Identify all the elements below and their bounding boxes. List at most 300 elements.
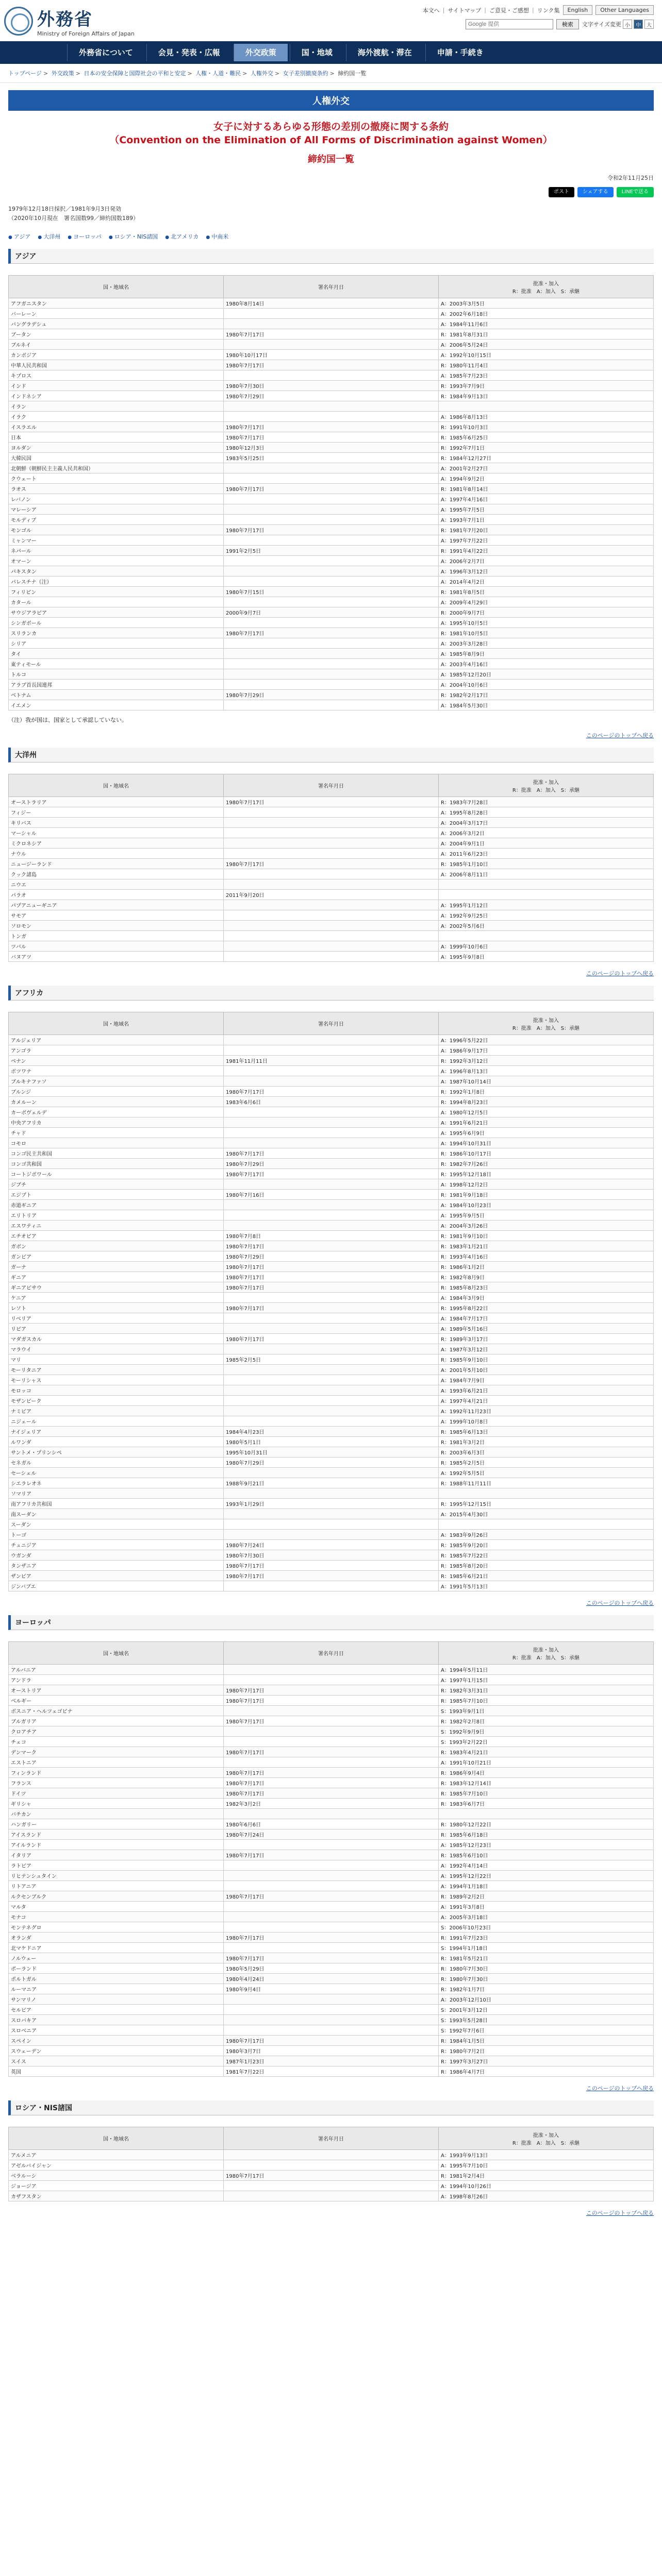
table-row	[9, 1385, 654, 1396]
sign-date-cell: 1980年7月17日	[224, 525, 439, 535]
table-row	[9, 807, 654, 818]
country-cell: ブータン	[9, 329, 224, 340]
sign-date-cell	[224, 1530, 439, 1540]
sign-date-cell: 1980年7月17日	[224, 1169, 439, 1179]
adoption-line: 1979年12月18日採択／1981年9月3日発効	[8, 206, 121, 212]
region-heading: ヨーロッパ	[8, 1615, 654, 1630]
country-cell: チェコ	[9, 1737, 224, 1747]
table-row	[9, 1871, 654, 1881]
sign-date-cell	[224, 1871, 439, 1881]
table-row	[9, 2056, 654, 2066]
country-cell: エチオピア	[9, 1231, 224, 1241]
country-cell: フィリピン	[9, 587, 224, 597]
table-row	[9, 1550, 654, 1561]
ratify-cell: R：1981年5月21日	[439, 1953, 654, 1963]
table-row	[9, 628, 654, 638]
country-cell: ニウエ	[9, 879, 224, 890]
nav-procedures[interactable]: 申請・手続き	[425, 44, 495, 61]
sign-date-cell: 1985年2月5日	[224, 1354, 439, 1365]
anchor-link[interactable]: ● アジア	[8, 232, 30, 241]
font-size-small[interactable]: 小	[623, 20, 632, 29]
table-row	[9, 1809, 654, 1819]
sign-date-cell	[224, 494, 439, 504]
sign-date-cell	[224, 618, 439, 628]
table-row	[9, 1540, 654, 1550]
ratify-cell: R：1983年12月14日	[439, 1778, 654, 1788]
nav-about[interactable]: 外務省について	[67, 44, 144, 61]
table-row	[9, 1375, 654, 1385]
table-row	[9, 1488, 654, 1499]
table-row	[9, 2181, 654, 2191]
country-cell: サモア	[9, 910, 224, 921]
sign-date-cell: 1980年8月14日	[224, 298, 439, 309]
util-link[interactable]: リンク集	[537, 7, 560, 14]
table-row	[9, 1840, 654, 1850]
section-title: 人権外交	[8, 90, 654, 111]
table-row	[9, 1231, 654, 1241]
country-cell: ブルガリア	[9, 1716, 224, 1726]
sign-date-cell	[224, 2025, 439, 2036]
table-row	[9, 1148, 654, 1159]
sign-date-cell	[224, 1881, 439, 1891]
util-link[interactable]: ご意見・ご感想	[489, 7, 529, 14]
table-row	[9, 1262, 654, 1272]
country-cell: コートジボワール	[9, 1169, 224, 1179]
country-cell: スウェーデン	[9, 2046, 224, 2056]
sign-date-cell: 1988年9月21日	[224, 1478, 439, 1488]
breadcrumb-link[interactable]: トップページ	[8, 70, 42, 77]
country-cell: パレスチナ（注）	[9, 577, 224, 587]
table-row	[9, 1365, 654, 1375]
country-cell: 赤道ギニア	[9, 1200, 224, 1210]
country-cell: ルワンダ	[9, 1437, 224, 1447]
table-row	[9, 1179, 654, 1190]
ratify-cell: A：2015年4月30日	[439, 1509, 654, 1519]
back-to-top-link[interactable]: このページのトップへ戻る	[586, 1600, 654, 1606]
table-row	[9, 900, 654, 910]
sign-date-cell	[224, 2181, 439, 2191]
ratify-cell	[439, 890, 654, 900]
parties-table	[8, 275, 654, 710]
ratify-cell: A：1995年12月22日	[439, 1871, 654, 1881]
country-cell: シエラレオネ	[9, 1478, 224, 1488]
table-row	[9, 370, 654, 381]
ratify-cell: A：1997年4月16日	[439, 494, 654, 504]
country-cell: オーストリア	[9, 1685, 224, 1696]
ratify-cell: A：2001年2月27日	[439, 463, 654, 473]
sign-date-cell	[224, 879, 439, 890]
country-cell: ギニアビサウ	[9, 1282, 224, 1293]
anchor-link[interactable]: ● 北アメリカ	[165, 232, 198, 241]
country-cell: アイルランド	[9, 1840, 224, 1850]
back-to-top-link[interactable]: このページのトップへ戻る	[586, 970, 654, 977]
country-cell: カーボヴェルデ	[9, 1107, 224, 1117]
table-row	[9, 941, 654, 952]
table-row	[9, 797, 654, 807]
country-cell: モザンビーク	[9, 1396, 224, 1406]
table-row	[9, 680, 654, 690]
table-row	[9, 1799, 654, 1809]
sign-date-cell	[224, 566, 439, 577]
sign-date-cell	[224, 1128, 439, 1138]
breadcrumb-current: 締約国一覧	[338, 70, 367, 77]
anchor-link[interactable]: ● ヨーロッパ	[68, 232, 102, 241]
search-button[interactable]: 検索	[556, 19, 579, 29]
search-input[interactable]	[466, 19, 553, 29]
country-cell: ラトビア	[9, 1860, 224, 1871]
sign-date-cell	[224, 1200, 439, 1210]
country-cell: セーシェル	[9, 1468, 224, 1478]
ratify-cell: R：1984年12月27日	[439, 453, 654, 463]
country-cell: トーゴ	[9, 1530, 224, 1540]
sign-date-cell: 1980年5月29日	[224, 1963, 439, 1974]
ratify-cell: A：1991年5月13日	[439, 1581, 654, 1591]
ratify-cell: A：1987年10月14日	[439, 1076, 654, 1087]
sign-date-cell: 1980年7月17日	[224, 2036, 439, 2046]
country-cell: パラオ	[9, 890, 224, 900]
ratify-cell: A：1985年7月23日	[439, 370, 654, 381]
facebook-share-button[interactable]: シェアする	[577, 187, 614, 197]
ratify-cell: A：1991年6月21日	[439, 1117, 654, 1128]
sign-date-cell: 1980年7月17日	[224, 1933, 439, 1943]
title-line-2: （Convention on the Elimination of All Forms of Discrimination against Women）	[109, 134, 553, 146]
ratify-cell: R：1993年7月9日	[439, 381, 654, 391]
page-title	[0, 120, 662, 147]
table-row	[9, 1850, 654, 1860]
sign-date-cell	[224, 1324, 439, 1334]
sign-date-cell	[224, 1344, 439, 1354]
country-cell: ナミビア	[9, 1406, 224, 1416]
ratify-cell: R：1986年10月17日	[439, 1148, 654, 1159]
col-country: 国・地域名	[9, 1012, 224, 1035]
logo-ja: 外務省	[37, 9, 93, 30]
table-row	[9, 659, 654, 669]
ratify-cell: R：1983年1月21日	[439, 1241, 654, 1251]
sign-date-cell: 1980年3月7日	[224, 2046, 439, 2056]
country-cell: スーダン	[9, 1519, 224, 1530]
util-link[interactable]: サイトマップ	[448, 7, 482, 14]
breadcrumb-link[interactable]: 外交政策	[51, 70, 74, 77]
page-date: 令和2年11月25日	[607, 175, 654, 181]
country-cell: ボツワナ	[9, 1066, 224, 1076]
ratify-cell: R：1980年7月30日	[439, 1963, 654, 1974]
anchor-link[interactable]: ● ロシア・NIS諸国	[109, 232, 158, 241]
logo-en: Ministry of Foreign Affairs of Japan	[37, 30, 135, 37]
sign-date-cell: 1980年7月17日	[224, 1953, 439, 1963]
ratify-cell: R：1982年1月7日	[439, 1984, 654, 1994]
table-row	[9, 350, 654, 360]
sign-date-cell: 1993年1月29日	[224, 1499, 439, 1509]
ratify-cell: A：1998年12月2日	[439, 1179, 654, 1190]
nav-region[interactable]: 国・地域	[290, 44, 344, 61]
parties-table	[8, 1012, 654, 1591]
sign-date-cell: 1984年4月23日	[224, 1427, 439, 1437]
ratify-cell: R：1984年9月13日	[439, 391, 654, 401]
table-row	[9, 1251, 654, 1262]
utility-links: 本文へ | サイトマップ | ご意見・ご感想 | リンク集 English Other Languages	[423, 5, 654, 15]
sign-date-cell	[224, 952, 439, 962]
country-cell: ツバル	[9, 941, 224, 952]
ratify-cell: A：2006年5月24日	[439, 340, 654, 350]
ratify-cell: A：1992年9月25日	[439, 910, 654, 921]
ratify-cell: A：2014年4月2日	[439, 577, 654, 587]
sign-date-cell	[224, 401, 439, 412]
table-row	[9, 2046, 654, 2056]
table-row	[9, 638, 654, 649]
ratify-cell: R：1985年7月10日	[439, 1788, 654, 1799]
country-cell: ベルギー	[9, 1696, 224, 1706]
ratify-cell: A：1980年12月5日	[439, 1107, 654, 1117]
table-row	[9, 1891, 654, 1902]
sign-date-cell: 1980年7月17日	[224, 859, 439, 869]
table-row	[9, 1994, 654, 2005]
country-cell: 日本	[9, 432, 224, 443]
ratify-cell: A：2003年3月28日	[439, 638, 654, 649]
country-cell: 英国	[9, 2066, 224, 2077]
ratify-cell: R：1985年9月20日	[439, 1540, 654, 1550]
table-row	[9, 1665, 654, 1675]
ratify-cell: A：2004年10月6日	[439, 680, 654, 690]
country-cell: ルーマニア	[9, 1984, 224, 1994]
region-section	[0, 986, 662, 1607]
breadcrumb-link[interactable]: 人権・人道・難民	[195, 70, 241, 77]
country-cell: スロバキア	[9, 2015, 224, 2025]
sign-date-cell	[224, 1706, 439, 1716]
table-row	[9, 1716, 654, 1726]
line-share-button[interactable]: LINEで送る	[617, 187, 654, 197]
country-cell: ブルンジ	[9, 1087, 224, 1097]
ratify-cell: S：1992年7月6日	[439, 2025, 654, 2036]
table-row	[9, 577, 654, 587]
country-cell: マダガスカル	[9, 1334, 224, 1344]
nav-policy[interactable]: 外交政策	[234, 44, 288, 61]
sign-date-cell	[224, 1293, 439, 1303]
sign-date-cell	[224, 931, 439, 941]
ratify-cell: R：1981年10月5日	[439, 628, 654, 638]
country-cell: シリア	[9, 638, 224, 649]
util-link[interactable]: 本文へ	[422, 7, 440, 14]
ratify-cell: S：1993年9月1日	[439, 1706, 654, 1716]
table-row	[9, 1912, 654, 1922]
country-cell: 南スーダン	[9, 1509, 224, 1519]
table-row	[9, 1396, 654, 1406]
ratify-cell: R：1985年7月22日	[439, 1550, 654, 1561]
table-row	[9, 566, 654, 577]
country-cell: ケニア	[9, 1293, 224, 1303]
sign-date-cell: 1980年7月15日	[224, 587, 439, 597]
table-row	[9, 1499, 654, 1509]
nav-travel[interactable]: 海外渡航・滞在	[346, 44, 423, 61]
breadcrumb-link[interactable]: 女子差別撤廃条約	[283, 70, 328, 77]
ratify-cell: R：1985年8月20日	[439, 1561, 654, 1571]
sign-date-cell	[224, 900, 439, 910]
ratify-cell: A：1995年1月12日	[439, 900, 654, 910]
country-cell: アルバニア	[9, 1665, 224, 1675]
country-cell: ミャンマー	[9, 535, 224, 546]
country-cell: 中華人民共和国	[9, 360, 224, 370]
table-row	[9, 910, 654, 921]
english-button[interactable]: English	[563, 5, 593, 15]
table-row	[9, 1344, 654, 1354]
country-cell: モーリタニア	[9, 1365, 224, 1375]
ratify-cell: A：1984年7月17日	[439, 1313, 654, 1324]
font-size-label: 文字サイズ変更	[582, 21, 621, 28]
ratify-cell: A：2005年3月18日	[439, 1912, 654, 1922]
back-to-top-link[interactable]: このページのトップへ戻る	[586, 2085, 654, 2092]
font-size-large[interactable]: 大	[644, 20, 654, 29]
table-row	[9, 1922, 654, 1933]
other-languages-button[interactable]: Other Languages	[595, 5, 654, 15]
country-cell: タイ	[9, 649, 224, 659]
sign-date-cell	[224, 535, 439, 546]
country-cell: ザンビア	[9, 1571, 224, 1581]
back-to-top-link[interactable]: このページのトップへ戻る	[586, 2210, 654, 2216]
sign-date-cell	[224, 1488, 439, 1499]
ratify-cell: R：1981年9月18日	[439, 1190, 654, 1200]
country-cell: オーストラリア	[9, 797, 224, 807]
font-size-medium[interactable]: 中	[634, 20, 643, 29]
country-cell: マルタ	[9, 1902, 224, 1912]
table-row	[9, 1159, 654, 1169]
anchor-link[interactable]: ● 大洋州	[38, 232, 60, 241]
country-cell: キリバス	[9, 818, 224, 828]
sign-date-cell: 1980年7月17日	[224, 1778, 439, 1788]
sign-date-cell	[224, 473, 439, 484]
table-row	[9, 1860, 654, 1871]
sign-date-cell: 1980年7月17日	[224, 1768, 439, 1778]
sign-date-cell: 1980年7月17日	[224, 1241, 439, 1251]
sign-date-cell: 1980年7月17日	[224, 1685, 439, 1696]
ratify-cell: A：1992年11月23日	[439, 1406, 654, 1416]
sign-date-cell: 1983年6月6日	[224, 1097, 439, 1107]
country-cell: ルクセンブルク	[9, 1891, 224, 1902]
table-row	[9, 1076, 654, 1087]
breadcrumb: トップページ > 外交政策 > 日本の安全保障と国際社会の平和と安定 > 人権・人道・難民 > 人権外交 > 女子差別撤廃条約 > 締約国一覧	[0, 64, 662, 83]
sign-date-cell	[224, 1665, 439, 1675]
table-row	[9, 484, 654, 494]
ratify-cell: R：1995年12月18日	[439, 1169, 654, 1179]
sign-date-cell: 1980年7月17日	[224, 1334, 439, 1344]
sign-date-cell	[224, 1406, 439, 1416]
table-row	[9, 1241, 654, 1251]
sign-date-cell: 1980年7月17日	[224, 1272, 439, 1282]
sign-date-cell	[224, 1385, 439, 1396]
table-row	[9, 381, 654, 391]
table-row	[9, 1478, 654, 1488]
sign-date-cell	[224, 319, 439, 329]
site-logo[interactable]	[4, 5, 135, 37]
sign-date-cell	[224, 1066, 439, 1076]
table-row	[9, 443, 654, 453]
table-row	[9, 1984, 654, 1994]
sign-date-cell	[224, 412, 439, 422]
ratify-cell: R：2000年9月7日	[439, 607, 654, 618]
table-row	[9, 1561, 654, 1571]
ratify-cell: A：1985年12月20日	[439, 669, 654, 680]
country-cell: ミクロネシア	[9, 838, 224, 849]
table-row	[9, 1737, 654, 1747]
ratify-cell: R：1982年7月26日	[439, 1159, 654, 1169]
sign-date-cell	[224, 1117, 439, 1128]
col-sign: 署名年月日	[224, 1642, 439, 1665]
sign-date-cell: 1980年5月1日	[224, 1437, 439, 1447]
sign-date-cell: 1987年1月23日	[224, 2056, 439, 2066]
country-cell: リトアニア	[9, 1881, 224, 1891]
col-ratify: 批准・加入 R：批准 A：加入 S：承継	[439, 1642, 654, 1665]
country-cell: ギリシャ	[9, 1799, 224, 1809]
sign-date-cell	[224, 1675, 439, 1685]
ratify-cell: R：1988年11月11日	[439, 1478, 654, 1488]
sign-date-cell	[224, 597, 439, 607]
sign-date-cell	[224, 638, 439, 649]
table-row	[9, 618, 654, 628]
country-cell: アフガニスタン	[9, 298, 224, 309]
table-row	[9, 1458, 654, 1468]
table-row	[9, 1190, 654, 1200]
status-line: （2020年10月現在 署名国数99／締約国数189）	[8, 215, 139, 222]
breadcrumb-link[interactable]: 人権外交	[250, 70, 273, 77]
sign-date-cell	[224, 2005, 439, 2015]
sign-date-cell: 1980年7月17日	[224, 2171, 439, 2181]
back-to-top-link[interactable]: このページのトップへ戻る	[586, 732, 654, 739]
country-cell: トルコ	[9, 669, 224, 680]
table-row	[9, 1313, 654, 1324]
sign-date-cell: 1980年7月17日	[224, 797, 439, 807]
ratify-cell: A：1991年3月8日	[439, 1902, 654, 1912]
treaty-meta	[0, 197, 662, 223]
sign-date-cell	[224, 828, 439, 838]
x-post-button[interactable]: ポスト	[549, 187, 574, 197]
ratify-cell: A：1992年10月15日	[439, 350, 654, 360]
table-row	[9, 1221, 654, 1231]
ratify-cell: A：2006年3月2日	[439, 828, 654, 838]
table-row	[9, 463, 654, 473]
sign-date-cell: 1980年7月29日	[224, 391, 439, 401]
breadcrumb-link[interactable]: 日本の安全保障と国際社会の平和と安定	[84, 70, 186, 77]
sign-date-cell: 1991年2月5日	[224, 546, 439, 556]
table-row	[9, 2066, 654, 2077]
sign-date-cell	[224, 1519, 439, 1530]
nav-press[interactable]: 会見・発表・広報	[146, 44, 231, 61]
sign-date-cell: 1980年7月29日	[224, 1251, 439, 1262]
country-cell: カメルーン	[9, 1097, 224, 1107]
ratify-cell: R：1982年8月9日	[439, 1272, 654, 1282]
ratify-cell: A：1995年9月5日	[439, 1210, 654, 1221]
country-cell: スイス	[9, 2056, 224, 2066]
table-row	[9, 1530, 654, 1540]
country-cell: スペイン	[9, 2036, 224, 2046]
sign-date-cell: 1980年7月30日	[224, 381, 439, 391]
sign-date-cell	[224, 1994, 439, 2005]
country-cell: ガーナ	[9, 1262, 224, 1272]
ratify-cell: A：1984年7月9日	[439, 1375, 654, 1385]
ratify-cell: A：1984年11月6日	[439, 319, 654, 329]
country-cell: インド	[9, 381, 224, 391]
ratify-cell: R：1992年1月8日	[439, 1087, 654, 1097]
anchor-link[interactable]: ● 中南米	[206, 232, 228, 241]
sign-date-cell: 1980年12月3日	[224, 443, 439, 453]
table-row	[9, 921, 654, 931]
country-cell: モーリシャス	[9, 1375, 224, 1385]
sign-date-cell	[224, 1943, 439, 1953]
ratify-cell: S：1994年1月18日	[439, 1943, 654, 1953]
table-row	[9, 1706, 654, 1716]
country-cell: ブルネイ	[9, 340, 224, 350]
sign-date-cell: 1980年7月29日	[224, 1159, 439, 1169]
ratify-cell: R：1983年6月7日	[439, 1799, 654, 1809]
ratify-cell: R：1994年8月23日	[439, 1097, 654, 1107]
ratify-cell: R：1997年3月27日	[439, 2056, 654, 2066]
